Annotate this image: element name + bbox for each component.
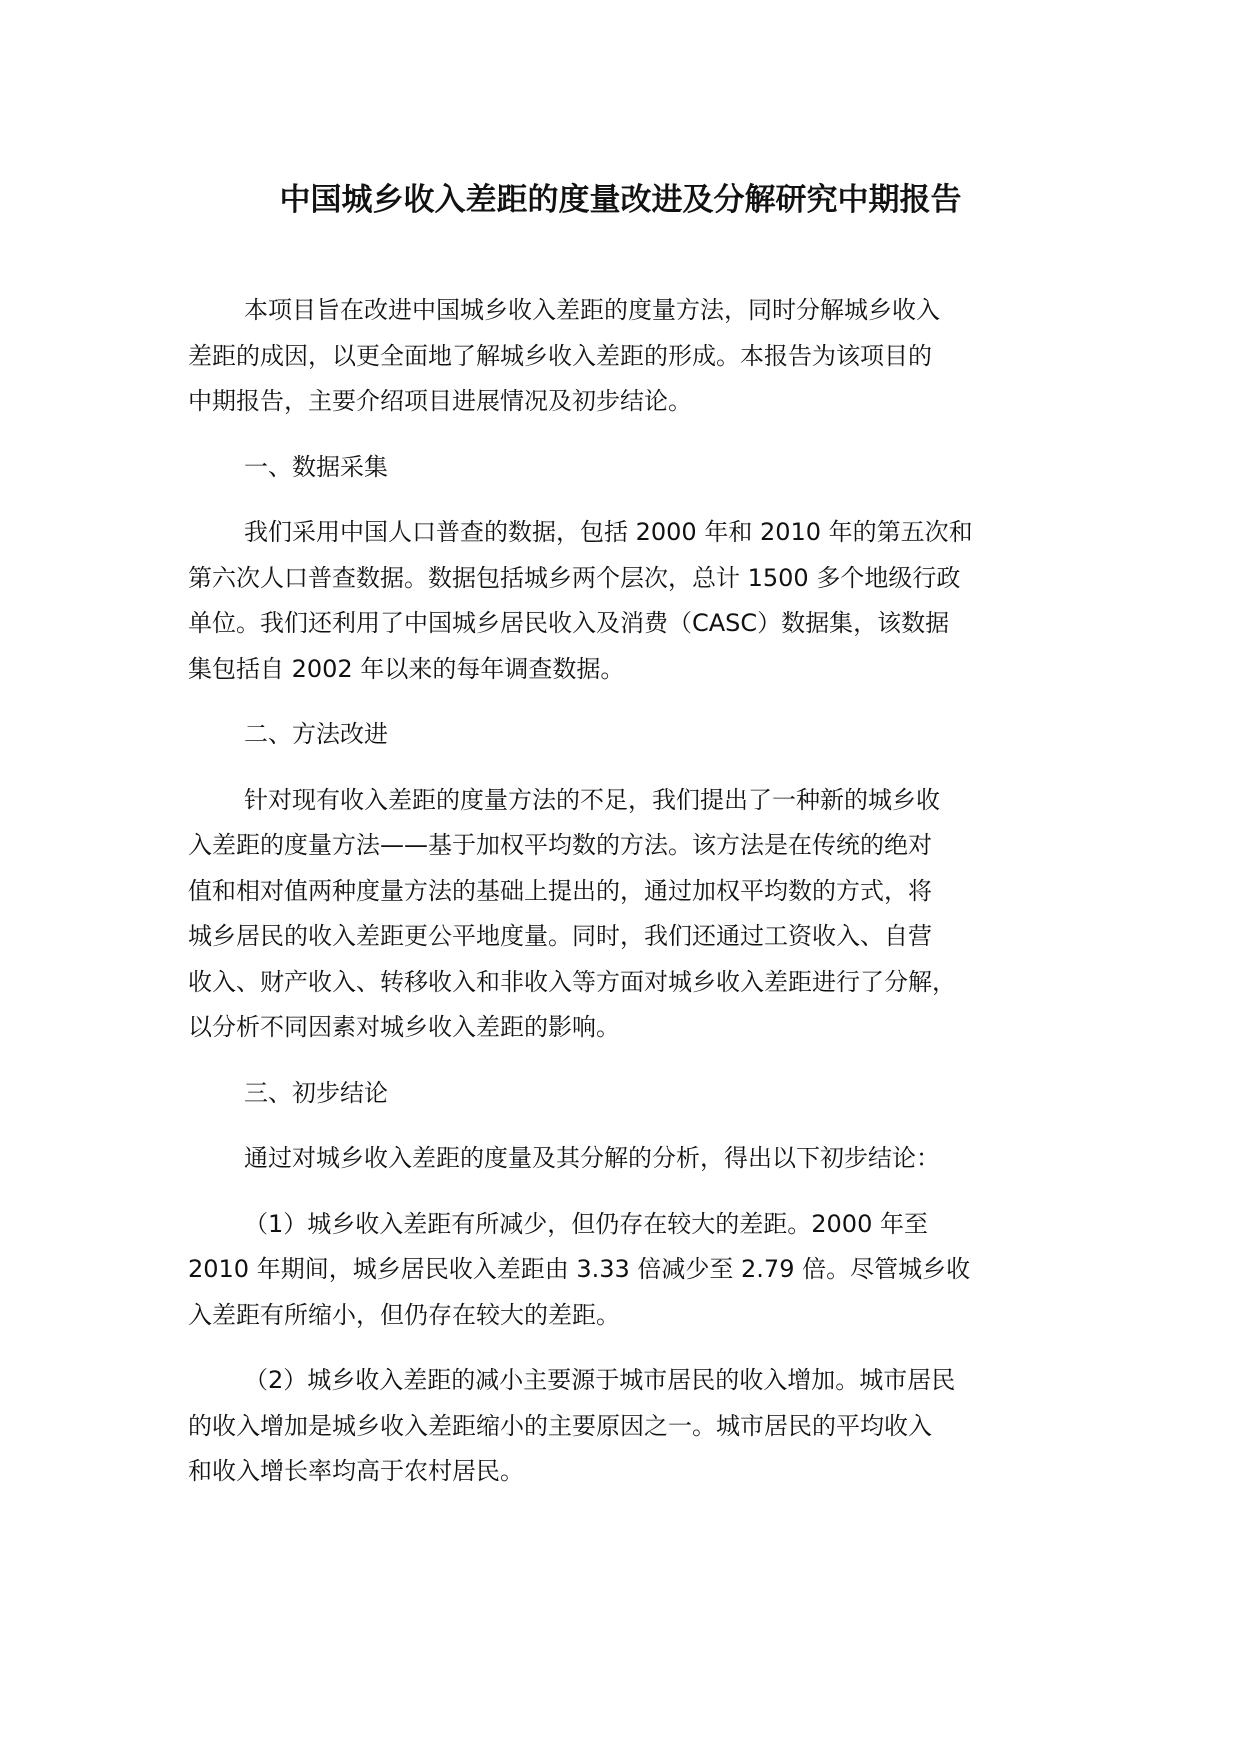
text-line: 我们采用中国人口普查的数据，包括 2000 年和 2010 年的第五次和 bbox=[244, 518, 973, 546]
text-line: 本项目旨在改进中国城乡收入差距的度量方法，同时分解城乡收入 bbox=[244, 296, 940, 324]
conclusion-point-1 bbox=[188, 1202, 1080, 1339]
text-line: 2010 年期间，城乡居民收入差距由 3.33 倍减少至 2.79 倍。尽管城乡收 bbox=[188, 1255, 971, 1283]
conclusion-point-2 bbox=[188, 1358, 1080, 1495]
text-line: 入差距有所缩小，但仍存在较大的差距。 bbox=[188, 1300, 620, 1329]
text-line: 入差距的度量方法——基于加权平均数的方法。该方法是在传统的绝对 bbox=[188, 831, 932, 859]
text-line: （1）城乡收入差距有所减少，但仍存在较大的差距。2000 年至 bbox=[244, 1209, 928, 1238]
section1-paragraph bbox=[188, 510, 1080, 692]
text-line: 差距的成因，以更全面地了解城乡收入差距的形成。本报告为该项目的 bbox=[188, 341, 932, 370]
text-line: 城乡居民的收入差距更公平地度量。同时，我们还通过工资收入、自营 bbox=[188, 922, 932, 950]
text-line: 针对现有收入差距的度量方法的不足，我们提出了一种新的城乡收 bbox=[244, 785, 940, 814]
document-body bbox=[188, 288, 1080, 1495]
text-line: （2）城乡收入差距的减小主要源于城市居民的收入增加。城市居民 bbox=[244, 1366, 956, 1394]
text-line: 集包括自 2002 年以来的每年调查数据。 bbox=[188, 654, 625, 683]
text-line: 收入、财产收入、转移收入和非收入等方面对城乡收入差距进行了分解， bbox=[188, 967, 956, 996]
text-line: 以分析不同因素对城乡收入差距的影响。 bbox=[188, 1013, 620, 1041]
text-line: 单位。我们还利用了中国城乡居民收入及消费（CASC）数据集，该数据 bbox=[188, 609, 950, 637]
text-line: 和收入增长率均高于农村居民。 bbox=[188, 1457, 524, 1485]
section3-heading: 三、初步结论 bbox=[244, 1078, 388, 1107]
section2-heading: 二、方法改进 bbox=[244, 720, 388, 748]
text-line: 的收入增加是城乡收入差距缩小的主要原因之一。城市居民的平均收入 bbox=[188, 1411, 932, 1440]
section2-paragraph bbox=[188, 778, 1080, 1051]
text-line: 中期报告，主要介绍项目进展情况及初步结论。 bbox=[188, 387, 692, 415]
document-title: 中国城乡收入差距的度量改进及分解研究中期报告 bbox=[279, 182, 962, 218]
intro-paragraph bbox=[188, 288, 1080, 425]
text-line: 第六次人口普查数据。数据包括城乡两个层次，总计 1500 多个地级行政 bbox=[188, 563, 961, 592]
section1-heading: 一、数据采集 bbox=[244, 452, 388, 481]
section3-lead: 通过对城乡收入差距的度量及其分解的分析，得出以下初步结论： bbox=[244, 1144, 940, 1172]
text-line: 值和相对值两种度量方法的基础上提出的，通过加权平均数的方式，将 bbox=[188, 876, 932, 905]
